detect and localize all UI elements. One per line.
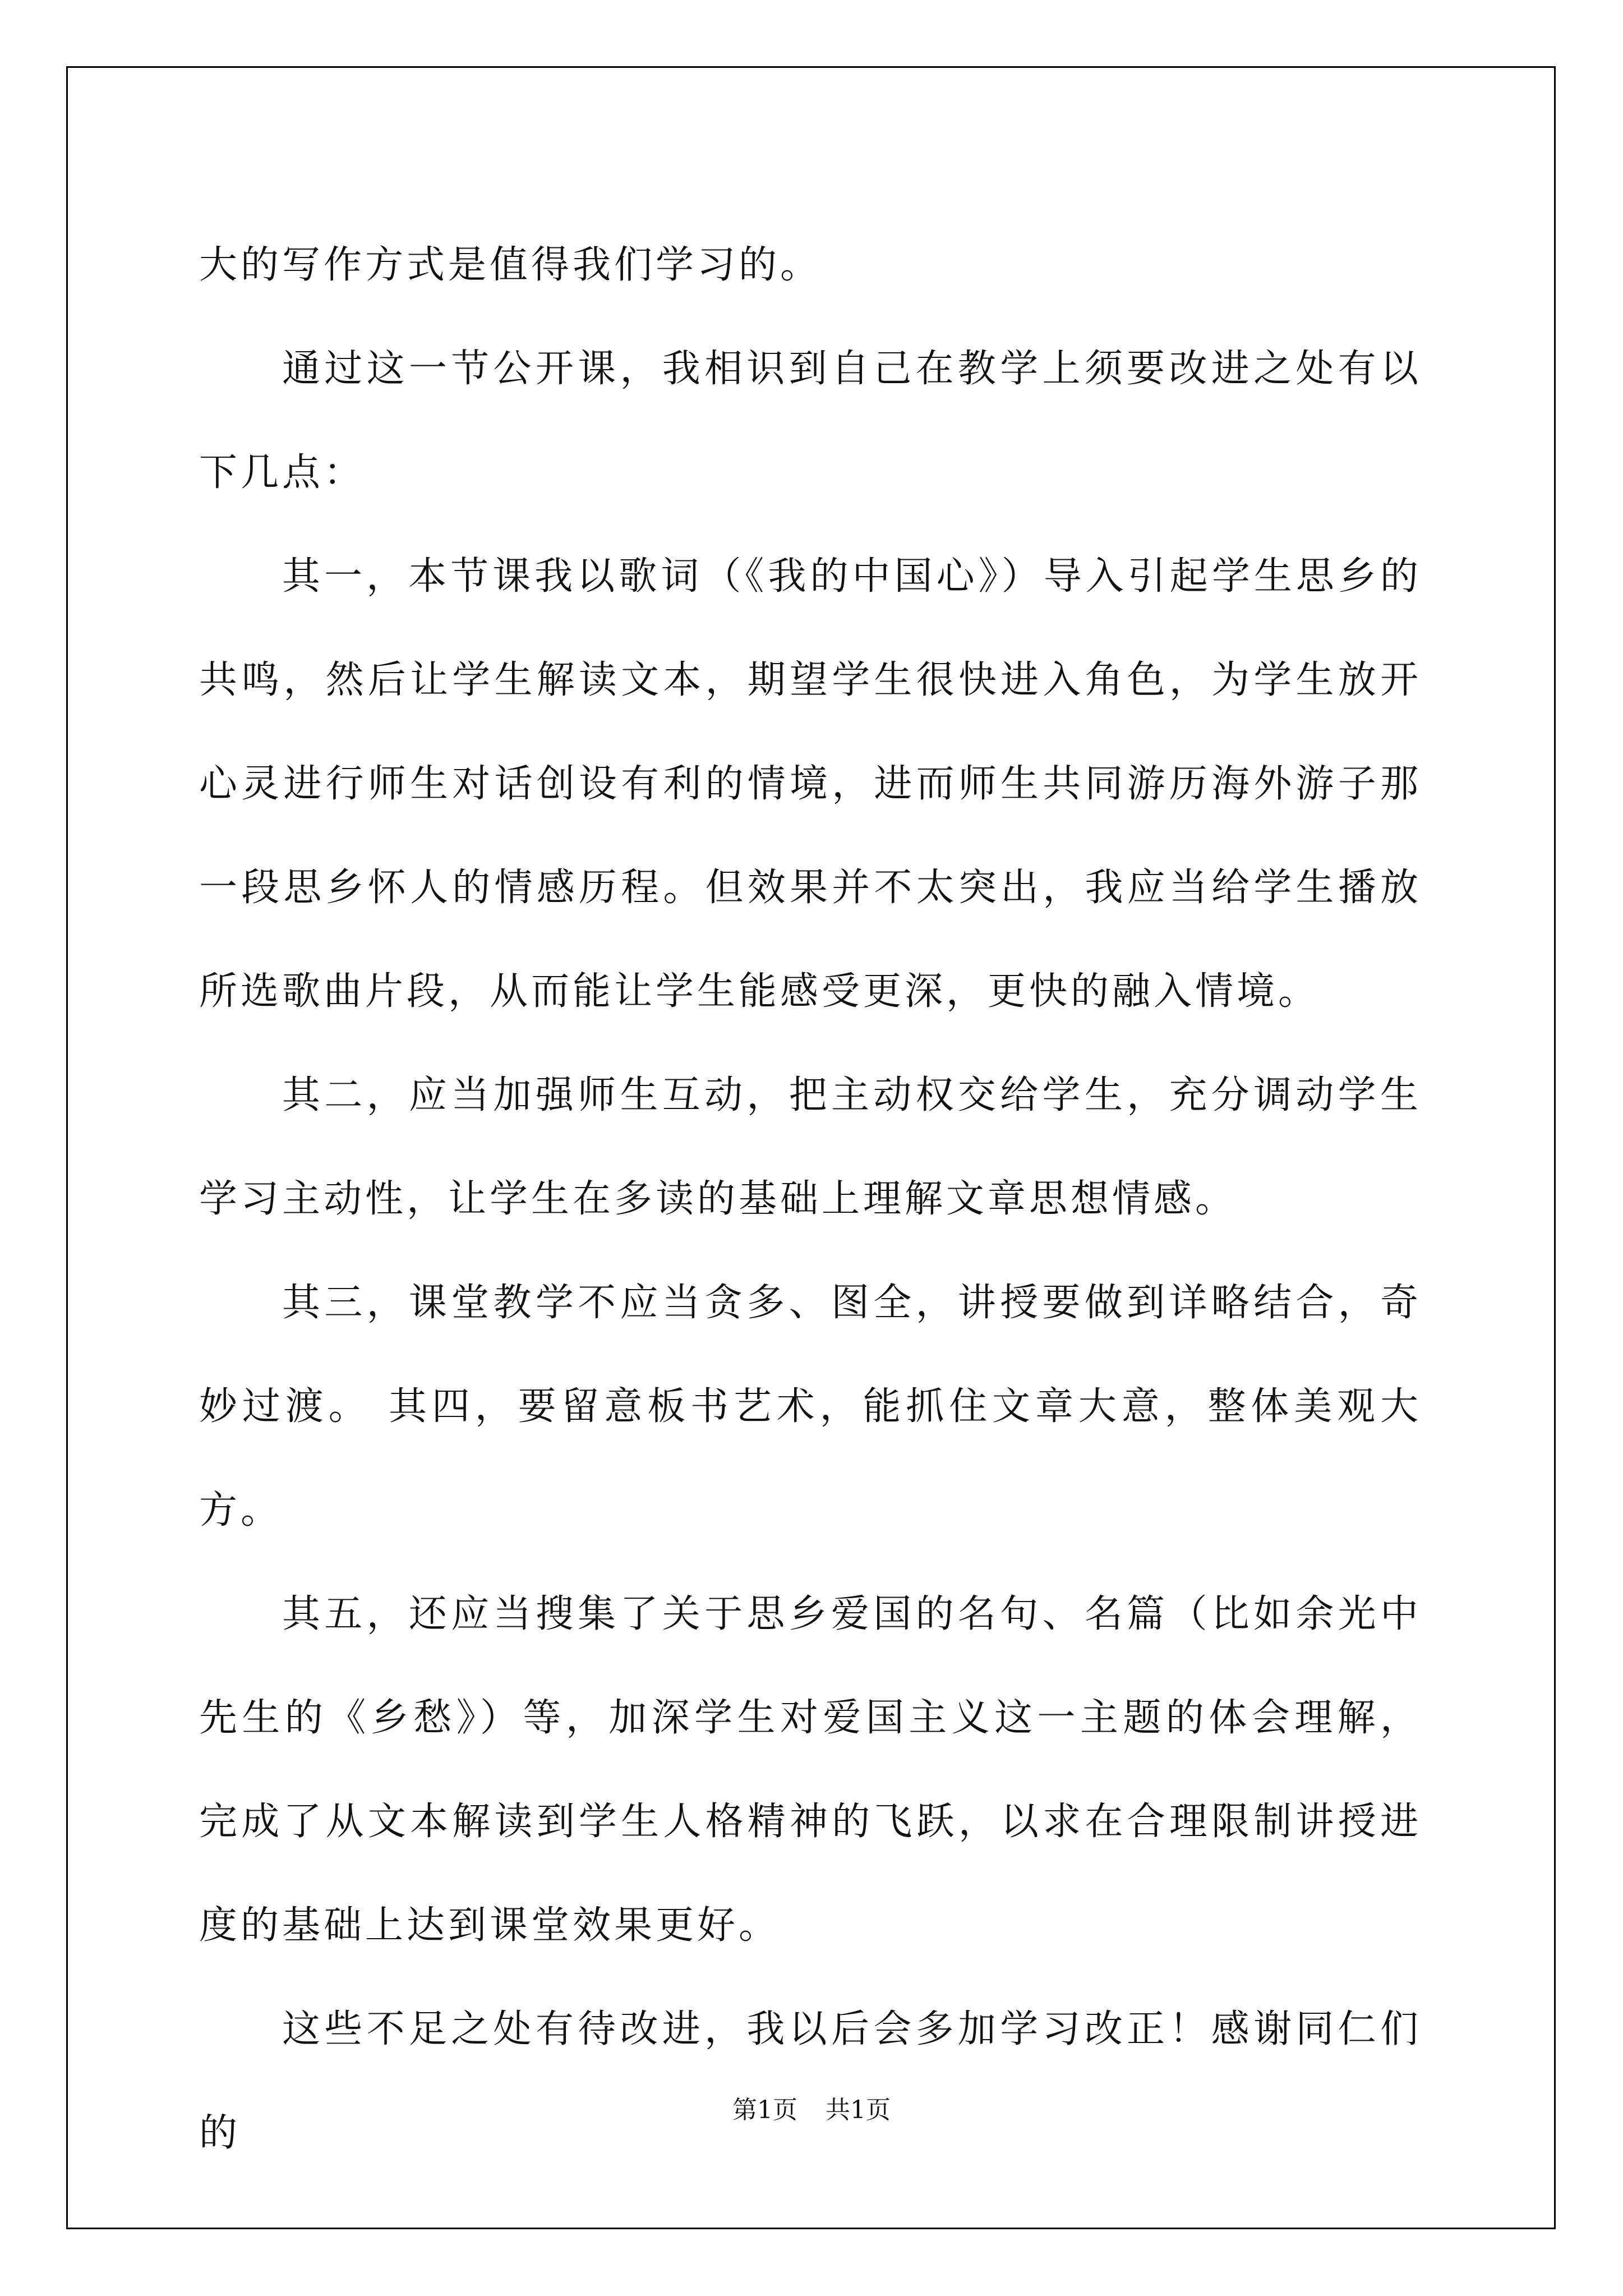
paragraph-4: 其二，应当加强师生互动，把主动权交给学生，充分调动学生学习主动性，让学生在多读的基础上理解文章思想情感。 xyxy=(199,1073,1422,1221)
document-body xyxy=(199,213,1422,2185)
paragraph-5: 其三，课堂教学不应当贪多、图全，讲授要做到详略结合，奇妙过渡。 其四，要留意板书艺术，能抓住文章大意，整体美观大方。 xyxy=(199,1281,1422,1533)
page-number-current: 第1页 xyxy=(732,2096,797,2124)
paragraph-1: 大的写作方式是值得我们学习的。 xyxy=(199,243,822,287)
paragraph-6: 其五，还应当搜集了关于思乡爱国的名句、名篇（比如余光中先生的《乡愁》）等，加深学生对爱国主义这一主题的体会理解，完成了从文本解读到学生人格精神的飞跃，以求在合理限制讲授进度的基础上达到课堂效果更好。 xyxy=(199,1592,1422,1948)
paragraph-7: 这些不足之处有待改进，我以后会多加学习改正！感谢同仁们的 xyxy=(199,2007,1422,2155)
page-number-total: 共1页 xyxy=(826,2096,891,2124)
page-footer xyxy=(0,2090,1623,2125)
paragraph-2: 通过这一节公开课，我相识到自己在教学上须要改进之处有以下几点： xyxy=(199,347,1422,495)
paragraph-3: 其一，本节课我以歌词（《我的中国心》）导入引起学生思乡的共鸣，然后让学生解读文本，期望学生很快进入角色，为学生放开心灵进行师生对话创设有利的情境，进而师生共同游历海外游子那一段思乡怀人的情感历程。但效果并不太突出，我应当给学生播放所选歌曲片段，从而能让学生能感受更深，更快的融入情境。 xyxy=(199,554,1422,1014)
